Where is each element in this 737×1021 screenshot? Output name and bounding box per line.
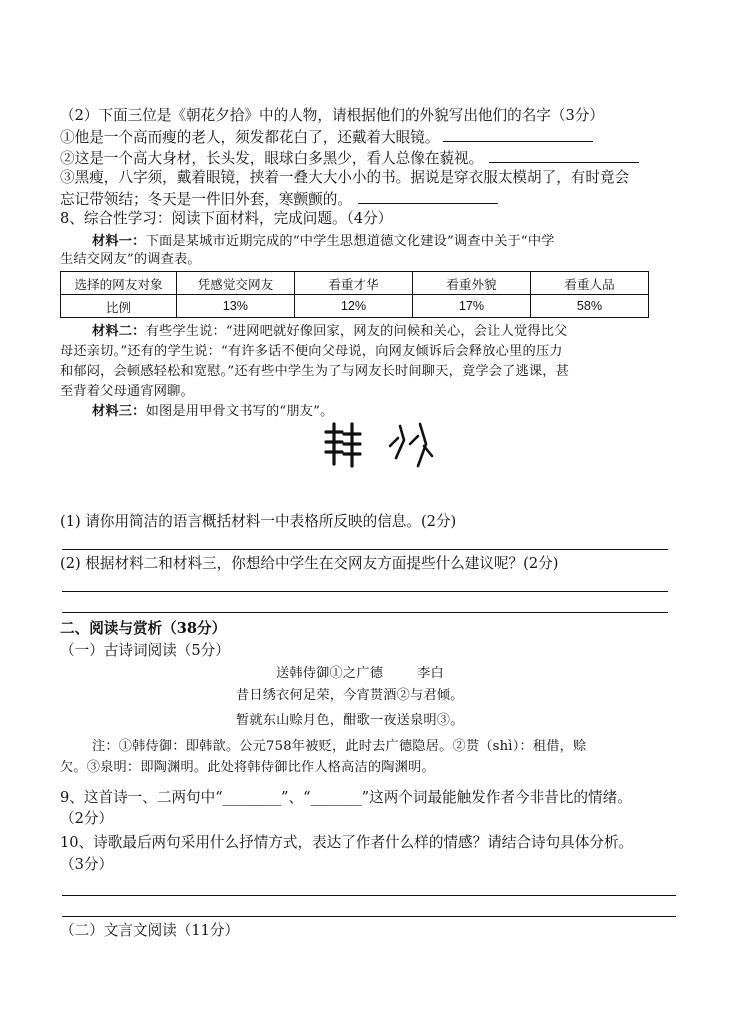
material-3-text: 如图是用甲骨文书写的“朋友”。 <box>145 404 334 419</box>
poem-line-1: 昔日绣衣何足荣，今宵贳酒②与君倾。 <box>236 688 464 703</box>
material-3-label: 材料三： <box>92 404 146 419</box>
q7-2-item3-text: 忘记带领结；冬天是一件旧外套，寒颤颤的。 <box>60 191 352 208</box>
material-1-line2: 生结交网友”的调查表。 <box>60 252 201 267</box>
section-2-part1-title: （一）古诗词阅读（5分） <box>60 642 230 659</box>
oracle-bone-friend-glyphs <box>322 416 442 472</box>
answer-blank[interactable] <box>489 148 639 163</box>
material-2-label: 材料二： <box>92 324 146 339</box>
answer-line[interactable] <box>62 612 668 613</box>
q7-2-stem: （2）下面三位是《朝花夕拾》中的人物，请根据他们的外貌写出他们的名字（3分） <box>60 107 604 124</box>
poem-note-line2: 欠。③泉明：即陶渊明。此处将韩侍御比作人格高洁的陶渊明。 <box>60 760 435 775</box>
section-2-title: 二、阅读与赏析（38分） <box>60 620 227 637</box>
table-header-cell: 看重人品 <box>530 272 648 295</box>
q8-sub1: (1) 请你用简洁的语言概括材料一中表格所反映的信息。(2分) <box>60 513 457 530</box>
q7-2-item3-line1: ③黑瘦，八字须，戴着眼镜，挟着一叠大大小小的书。据说是穿衣服太模胡了，有时竟会 <box>60 169 630 186</box>
material-2-text: 有些学生说：“进网吧就好像回家，网友的问候和关心，会让人觉得比父 <box>145 324 568 339</box>
answer-line[interactable] <box>62 549 668 550</box>
table-header-cell: 看重才华 <box>294 272 412 295</box>
material-1-text: 下面是某城市近期完成的“中学生思想道德文化建设”调查中关于“中学 <box>145 234 555 249</box>
material-2-line4: 至背着父母通宵网聊。 <box>60 384 194 399</box>
oracle-bone-you-glyph <box>390 424 432 466</box>
survey-table <box>60 271 649 318</box>
material-2-line1 <box>92 322 568 342</box>
table-cell: 58% <box>530 295 648 318</box>
poem-line-2: 暂就东山赊月色，酣歌一夜送泉明③。 <box>236 713 464 728</box>
q7-2-item3-line2 <box>60 189 498 210</box>
table-header-cell: 凭感觉交网友 <box>176 272 294 295</box>
table-cell: 13% <box>176 295 294 318</box>
answer-blank[interactable] <box>443 127 593 142</box>
material-1-line1 <box>92 232 555 252</box>
table-cell: 17% <box>412 295 530 318</box>
q10-line1: 10、诗歌最后两句采用什么抒情方式，表达了作者什么样的情感？请结合诗句具体分析。 <box>60 834 634 851</box>
section-2-part2-title: （二）文言文阅读（11分） <box>60 922 240 939</box>
table-cell: 比例 <box>61 295 177 318</box>
poem-note-line1: 注：①韩侍御：即韩歆。公元758年被贬，此时去广德隐居。②贳（shì）：租借，赊 <box>92 739 587 754</box>
table-row <box>61 295 649 318</box>
q9-line2: （2分） <box>60 810 114 827</box>
q8-sub2: (2) 根据材料二和材料三，你想给中学生在交网友方面提些什么建议呢？(2分) <box>60 555 559 572</box>
table-cell: 12% <box>294 295 412 318</box>
material-1-label: 材料一： <box>92 234 146 249</box>
q7-2-item1 <box>60 127 593 148</box>
q7-2-item1-text: ①他是一个高而瘦的老人，须发都花白了，还戴着大眼镜。 <box>60 129 440 146</box>
poem-title: 送韩侍御①之广德 <box>276 666 384 681</box>
q10-line2: （3分） <box>60 856 114 873</box>
oracle-bone-peng-glyph <box>326 424 360 466</box>
poem-title-line <box>276 664 444 684</box>
q7-2-item2 <box>60 148 639 169</box>
table-header-cell: 选择的网友对象 <box>61 272 177 295</box>
answer-line[interactable] <box>62 895 676 896</box>
table-header-row <box>61 272 649 295</box>
table-header-cell: 看重外貌 <box>412 272 530 295</box>
answer-line[interactable] <box>62 591 668 592</box>
answer-line[interactable] <box>62 916 676 917</box>
material-2-line3: 和郁闷，会顿感轻松和宽慰。”还有些中学生为了与网友长时间聊天，竟学会了逃课，甚 <box>60 364 570 379</box>
material-3-line <box>92 402 333 422</box>
q7-2-item2-text: ②这是一个高大身材，长头发，眼球白多黑少，看人总像在藐视。 <box>60 150 484 167</box>
q8-stem: 8、综合性学习：阅读下面材料，完成问题。（4分） <box>60 210 393 227</box>
q9-line1: 9、这首诗一、二两句中“________”、“_______”这两个词最能触发作者今非昔比的情绪。 <box>60 789 632 806</box>
material-2-line2: 母还亲切。”还有的学生说：“有许多话不便向父母说，向网友倾诉后会释放心里的压力 <box>60 344 563 359</box>
answer-blank[interactable] <box>358 189 498 204</box>
poem-author: 李白 <box>417 666 444 681</box>
